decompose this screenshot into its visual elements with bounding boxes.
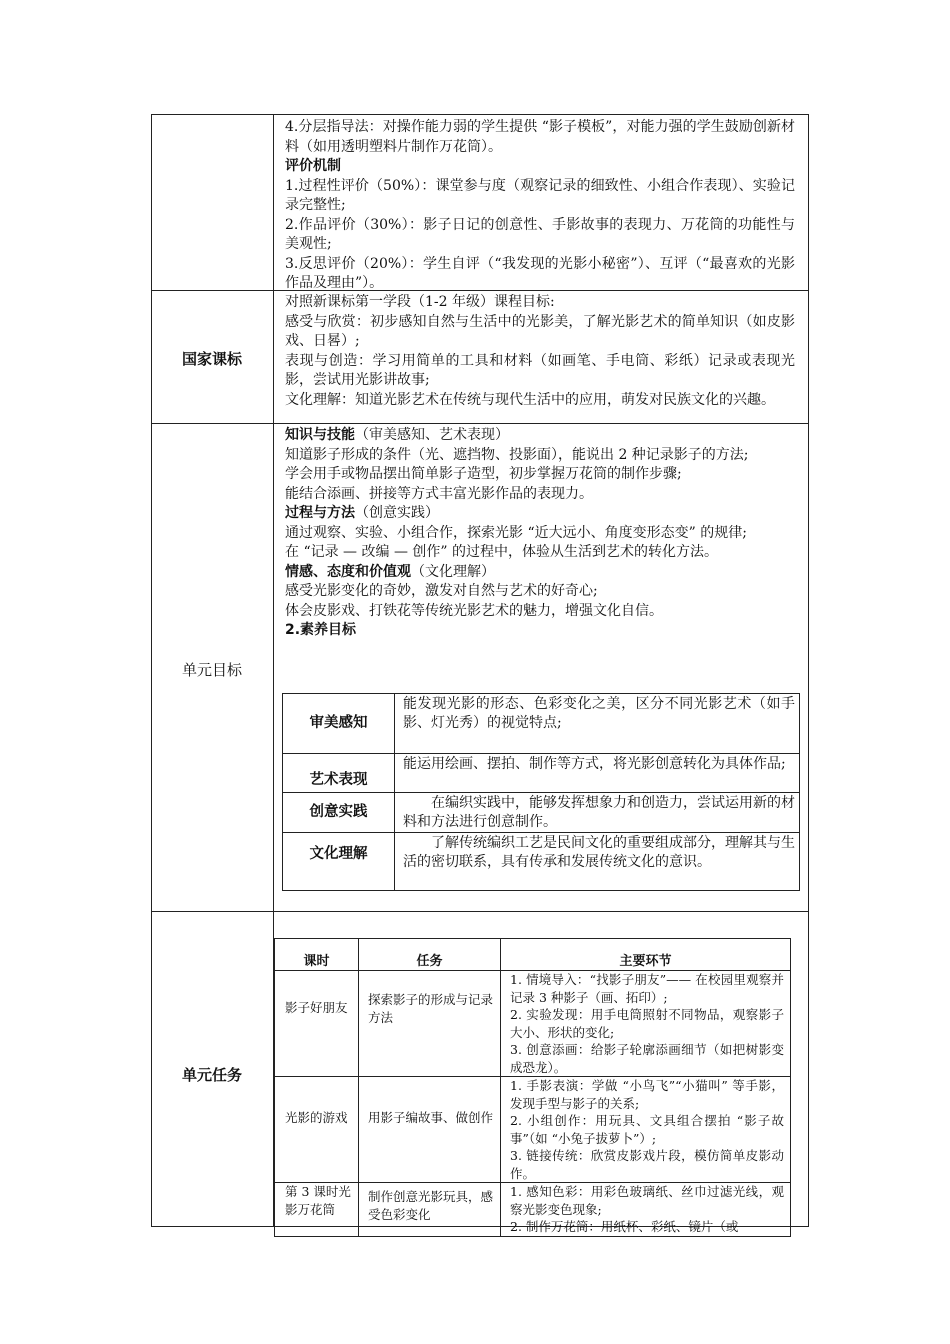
task-row <box>275 971 791 1077</box>
literacy-key: 艺术表现 <box>283 754 395 793</box>
goals-cell <box>285 426 795 641</box>
step-line: 2. 小组创作：用玩具、文具组合摆拍 “影子故事”（如 “小兔子拔萝卜”）; <box>510 1113 784 1146</box>
lesson-cell: 光影的游戏 <box>275 1077 359 1183</box>
task-cell: 用影子编故事、做创作 <box>359 1077 501 1183</box>
header-steps: 主要环节 <box>501 939 791 971</box>
table-border-top <box>151 114 809 115</box>
row-label-standard: 国家课标 <box>181 350 242 368</box>
task-cell: 探索影子的形成与记录方法 <box>359 971 501 1077</box>
task-row <box>275 1077 791 1183</box>
step-line: 3. 链接传统：欣赏皮影戏片段，模仿简单皮影动作。 <box>510 1148 784 1181</box>
standard-line: 文化理解：知道光影艺术在传统与现代生活中的应用，萌发对民族文化的兴趣。 <box>285 391 775 408</box>
literacy-row <box>283 833 800 891</box>
step-line: 2. 实验发现：用手电筒照射不同物品，观察影子大小、形状的变化; <box>510 1007 784 1040</box>
steps-cell <box>501 1077 791 1183</box>
row-label-tasks: 单元任务 <box>181 1066 242 1084</box>
row-label-goals: 单元目标 <box>181 661 242 679</box>
evaluation-item: 3.反思评价（20%）：学生自评（“我发现的光影小秘密”）、互评（“最喜欢的光影作品及理由”）。 <box>285 255 795 291</box>
goal-line: 能结合添画、拼接等方式丰富光影作品的表现力。 <box>285 485 593 502</box>
goal-note: （审美感知、艺术表现） <box>355 427 509 443</box>
goal-note: （创意实践） <box>355 505 439 521</box>
literacy-value: 能发现光影的形态、色彩变化之美，区分不同光影艺术（如手影、灯光秀）的视觉特点; <box>395 694 800 754</box>
goal-line: 在 “记录 — 改编 — 创作” 的过程中，体验从生活到艺术的转化方法。 <box>285 544 719 560</box>
step-line: 2. 制作万花筒：用纸杯、彩纸、镜片（或 <box>510 1219 739 1234</box>
goal-heading: 过程与方法 <box>285 505 355 521</box>
evaluation-item: 2.作品评价（30%）：影子日记的创意性、手影故事的表现力、万花筒的功能性与美观性; <box>285 216 795 252</box>
lesson-cell: 第 3 课时光影万花筒 <box>275 1183 359 1237</box>
goal-line: 感受光影变化的奇妙，激发对自然与艺术的好奇心; <box>285 583 598 599</box>
row-divider <box>151 423 809 424</box>
literacy-key: 创意实践 <box>283 793 395 833</box>
literacy-row <box>283 754 800 793</box>
evaluation-cell <box>285 118 795 294</box>
goal-line: 知道影子形成的条件（光、遮挡物、投影面），能说出 2 种记录影子的方法; <box>285 446 749 463</box>
literacy-key: 文化理解 <box>283 833 395 891</box>
task-table <box>274 938 791 1237</box>
steps-cell <box>501 1183 791 1237</box>
standard-cell <box>285 293 795 410</box>
guidance-text: 4.分层指导法：对操作能力弱的学生提供 “影子模板”，对能力强的学生鼓励创新材料（如用透明塑料片制作万花筒）。 <box>285 119 795 155</box>
literacy-row <box>283 694 800 754</box>
step-line: 1. 感知色彩：用彩色玻璃纸、丝巾过滤光线，观察光影变色现象; <box>510 1184 784 1217</box>
task-header-row <box>275 939 791 971</box>
literacy-row <box>283 793 800 833</box>
evaluation-heading: 评价机制 <box>285 158 341 174</box>
literacy-key: 审美感知 <box>283 694 395 754</box>
literacy-value: 在编织实践中，能够发挥想象力和创造力，尝试运用新的材料和方法进行创意制作。 <box>395 793 800 833</box>
step-line: 1. 情境导入：“找影子朋友”—— 在校园里观察并记录 3 种影子（画、拓印）; <box>510 972 784 1005</box>
literacy-value: 能运用绘画、摆拍、制作等方式，将光影创意转化为具体作品; <box>395 754 800 793</box>
literacy-title: 2.素养目标 <box>285 622 357 638</box>
goal-heading: 情感、态度和价值观 <box>285 563 411 580</box>
task-row <box>275 1183 791 1237</box>
standard-line: 对照新课标第一学段（1-2 年级）课程目标: <box>285 294 555 310</box>
goal-note: （文化理解） <box>411 563 495 580</box>
goal-heading: 知识与技能 <box>285 427 355 443</box>
lesson-cell: 影子好朋友 <box>275 971 359 1077</box>
curriculum-table <box>151 114 809 1234</box>
table-border-right <box>808 114 809 1227</box>
literacy-value: 了解传统编织工艺是民间文化的重要组成部分，理解其与生活的密切联系，具有传承和发展传统文化的意识。 <box>395 833 800 891</box>
task-cell: 制作创意光影玩具，感受色彩变化 <box>359 1183 501 1237</box>
steps-cell <box>501 971 791 1077</box>
goal-line: 通过观察、实验、小组合作，探索光影 “近大远小、角度变形态变” 的规律; <box>285 524 747 541</box>
header-task: 任务 <box>359 939 501 971</box>
header-lesson: 课时 <box>275 939 359 971</box>
goal-line: 学会用手或物品摆出简单影子造型，初步掌握万花筒的制作步骤; <box>285 466 682 482</box>
step-line: 3. 创意添画：给影子轮廓添画细节（如把树影变成恐龙）。 <box>510 1042 784 1075</box>
standard-line: 表现与创造：学习用简单的工具和材料（如画笔、手电筒、彩纸）记录或表现光影，尝试用光影讲故事; <box>285 352 795 388</box>
goal-line: 体会皮影戏、打铁花等传统光影艺术的魅力，增强文化自信。 <box>285 602 663 619</box>
evaluation-item: 1.过程性评价（50%）：课堂参与度（观察记录的细致性、小组合作表现）、实验记录完整性; <box>285 177 795 213</box>
step-line: 1. 手影表演：学做 “小鸟飞”“小猫叫” 等手影，发现手型与影子的关系; <box>510 1078 784 1111</box>
row-divider <box>151 911 809 912</box>
standard-line: 感受与欣赏：初步感知自然与生活中的光影美，了解光影艺术的简单知识（如皮影戏、日晷）; <box>285 313 795 349</box>
literacy-table <box>282 693 800 891</box>
